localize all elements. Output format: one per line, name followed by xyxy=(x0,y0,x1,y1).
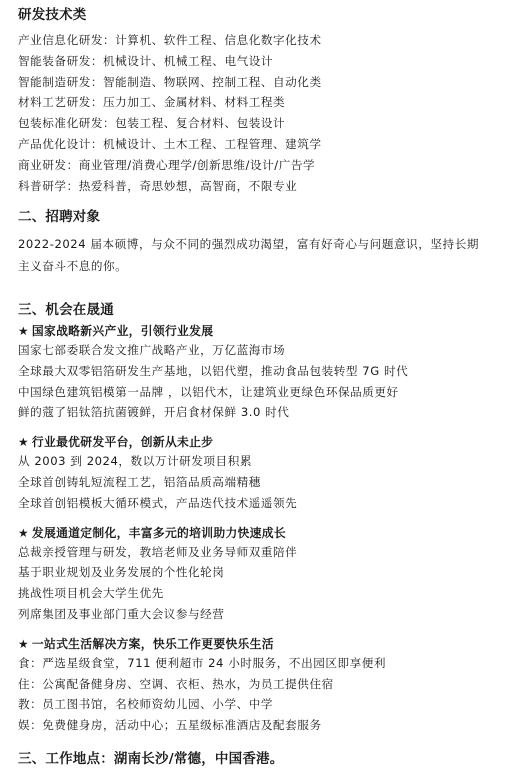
opportunity-block xyxy=(18,322,408,423)
section-rd-tech xyxy=(18,7,322,196)
block-heading xyxy=(18,524,408,542)
opportunity-block xyxy=(18,433,408,513)
block-heading xyxy=(18,322,408,340)
block-heading-text: 发展通道定制化，丰富多元的培训助力快速成长 xyxy=(31,525,286,540)
star-icon: ★ xyxy=(18,324,29,338)
section-opportunity xyxy=(18,302,408,736)
list-item: 产业信息化研发：计算机、软件工程、信息化数字化技术 xyxy=(18,33,322,47)
list-item: 从 2003 到 2024，数以万计研发项目积累 xyxy=(18,454,252,469)
block-heading-text: 国家战略新兴产业，引领行业发展 xyxy=(31,324,214,338)
star-icon: ★ xyxy=(18,525,29,540)
list-item: 总裁亲授管理与研发，教培老师及业务导师双重陪伴 xyxy=(18,544,298,559)
list-item: 商业研发：商业管理/消费心理学/创新思维/设计/广告学 xyxy=(18,157,316,172)
section-title: 三、机会在晟通 xyxy=(18,302,114,318)
block-heading-text: 行业最优研发平台，创新从未止步 xyxy=(31,435,214,450)
list-item: 挑战性项目机会大学生优先 xyxy=(18,586,164,601)
list-item: 食：严选星级食堂，711 便利超市 24 小时服务，不出园区即享便利 xyxy=(18,655,387,670)
list-item: 娱：免费健身房，活动中心；五星级标准酒店及配套服务 xyxy=(18,718,322,733)
rd-list xyxy=(18,30,322,196)
list-item: 材料工艺研发：压力加工、金属材料、材料工程类 xyxy=(18,95,286,110)
list-item: 基于职业规划及业务发展的个性化轮岗 xyxy=(18,565,225,580)
section-title: 三、工作地点：湖南长沙/常德，中国香港。 xyxy=(18,751,284,767)
list-item: 全球首创铝模板大循环模式，产品迭代技术遥遥领先 xyxy=(18,495,298,510)
recruit-target-text: 2022-2024 届本硕博，与众不同的强烈成功渴望，富有好奇心与问题意识，坚持长期主义奋斗不息的你。 xyxy=(18,237,479,273)
list-item: 国家七部委联合发文推广战略产业，万亿蓝海市场 xyxy=(18,343,286,357)
list-item: 全球最大双零铝箔研发生产基地，以铝代塑，推动食品包装转型 7G 时代 xyxy=(18,363,409,378)
section-title: 研发技术类 xyxy=(18,7,87,23)
list-item: 智能装备研发：机械设计、机械工程、电气设计 xyxy=(18,53,274,68)
list-item: 包装标准化研发：包装工程、复合材料、包装设计 xyxy=(18,116,286,131)
list-item: 鲜的蔻了铝钛箔抗菌镀鲜，开启食材保鲜 3.0 时代 xyxy=(18,405,290,420)
list-item: 智能制造研发：智能制造、物联网、控制工程、自动化类 xyxy=(18,74,322,89)
section-recruit-target xyxy=(18,209,488,277)
list-item: 全球首创铸轧短流程工艺，铝箔品质高端精穗 xyxy=(18,474,261,489)
opportunity-block xyxy=(18,524,408,625)
list-item: 教：员工图书馆，名校师资幼儿园、小学、中学 xyxy=(18,697,274,712)
block-heading xyxy=(18,433,408,451)
section-title: 二、招聘对象 xyxy=(18,209,101,225)
list-item: 产品优化设计：机械设计、土木工程、工程管理、建筑学 xyxy=(18,136,322,151)
list-item: 中国绿色建筑铝模第一品牌 ，以铝代木，让建筑业更绿色环保品质更好 xyxy=(18,384,399,399)
star-icon: ★ xyxy=(18,636,29,651)
opportunity-block xyxy=(18,635,408,736)
list-item: 科普研学：热爱科普，奇思妙想，高智商，不限专业 xyxy=(18,178,298,193)
block-heading-text: 一站式生活解决方案，快乐工作更要快乐生活 xyxy=(31,636,274,651)
block-heading xyxy=(18,635,408,653)
list-item: 住：公寓配备健身房、空调、衣柜、热水，为员工提供住宿 xyxy=(18,676,334,691)
star-icon: ★ xyxy=(18,435,29,450)
list-item: 列席集团及事业部门重大会议参与经营 xyxy=(18,606,225,621)
section-work-location xyxy=(18,751,283,767)
